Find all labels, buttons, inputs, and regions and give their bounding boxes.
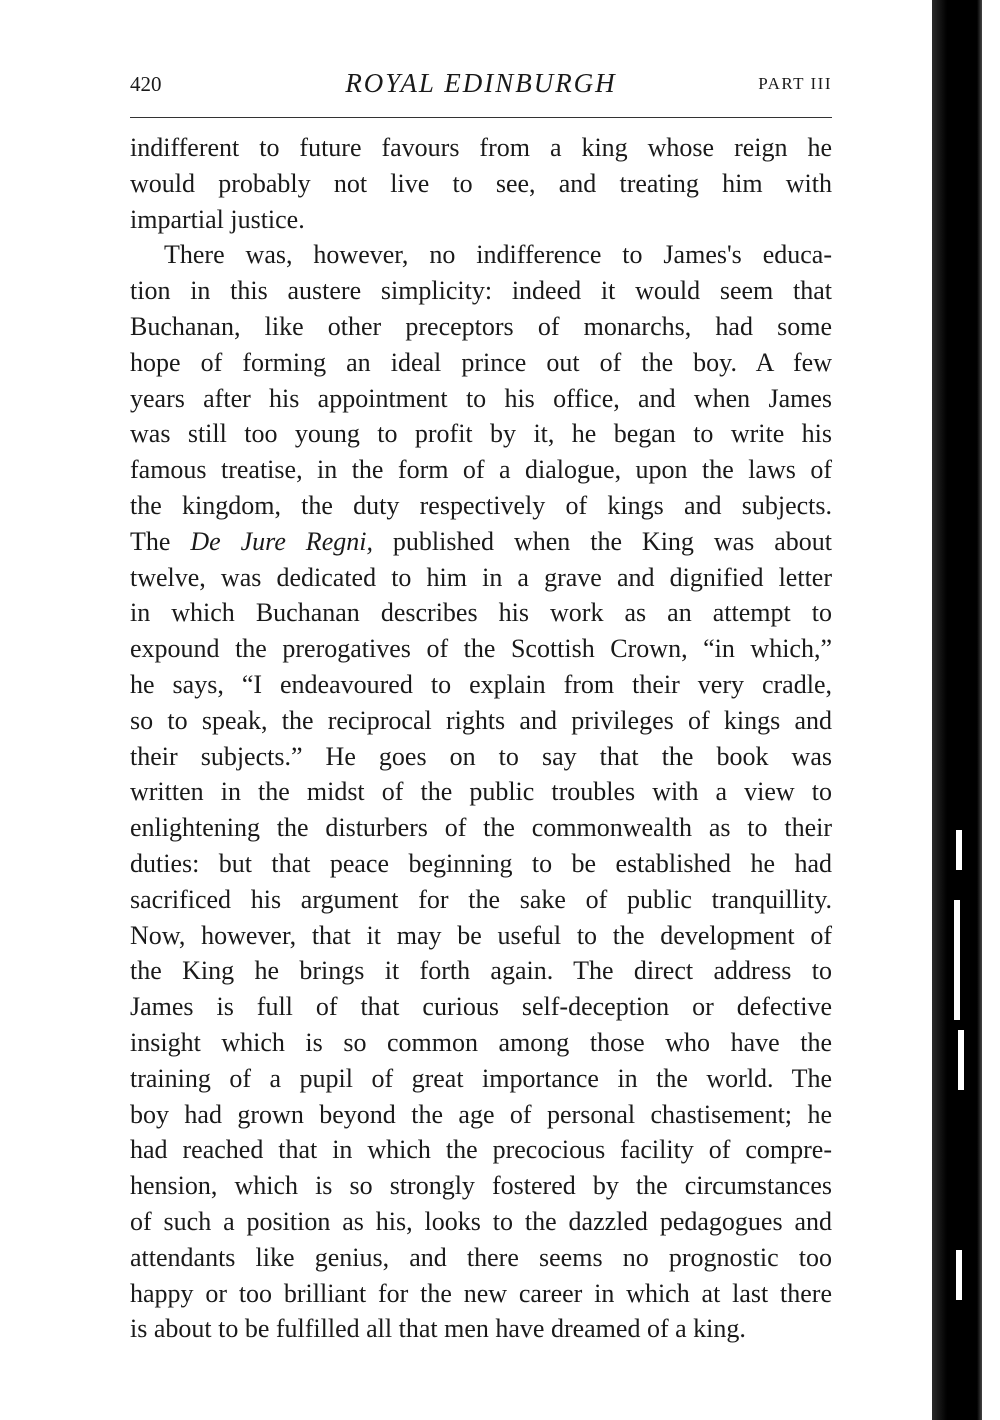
text-line: was still too young to profit by it, he began to write his [130, 419, 832, 449]
text-line: boy had grown beyond the age of personal chastisement; he [130, 1099, 832, 1129]
text-line-with-title [130, 524, 832, 560]
text-line: duties: but that peace beginning to be established he had [130, 848, 832, 878]
text-line: so to speak, the reciprocal rights and privileges of kings and [130, 705, 832, 735]
text-line: their subjects.” He goes on to say that the book was [130, 741, 832, 771]
text-line: happy or too brilliant for the new career in which at last there [130, 1278, 832, 1308]
text-line: famous treatise, in the form of a dialogue, upon the laws of [130, 455, 832, 485]
text-line: had reached that in which the precocious facility of compre- [130, 1135, 832, 1165]
text-line: enlightening the disturbers of the commonwealth as to their [130, 813, 832, 843]
text-line: is about to be fulfilled all that men have dreamed of a king. [130, 1314, 746, 1344]
line-suffix: published when the King was about [372, 526, 833, 556]
text-line: tion in this austere simplicity: indeed it would seem that [130, 276, 832, 306]
text-line: training of a pupil of great importance in the world. The [130, 1063, 832, 1093]
text-line: Now, however, that it may be useful to the development of [130, 920, 832, 950]
text-line: in which Buchanan describes his work as an attempt to [130, 598, 832, 628]
text-line: James is full of that curious self-deception or defective [130, 992, 832, 1022]
page-number: 420 [130, 72, 162, 96]
text-line: written in the midst of the public troubles with a view to [130, 777, 832, 807]
running-head [130, 68, 832, 100]
text-line: the kingdom, the duty respectively of kings and subjects. [130, 490, 832, 520]
part-label: PART III [758, 74, 832, 93]
text-line: years after his appointment to his office, and when James [130, 383, 832, 413]
text-line: sacrificed his argument for the sake of public tranquillity. [130, 884, 832, 914]
page-edge-shadow [932, 0, 982, 1420]
edge-notch [956, 830, 962, 870]
text-line: expound the prerogatives of the Scottish Crown, “in which,” [130, 634, 832, 664]
text-line: insight which is so common among those who have the [130, 1027, 832, 1057]
text-line: impartial justice. [130, 204, 305, 234]
text-line: indifferent to future favours from a king whose reign he [130, 133, 832, 162]
edge-notch [958, 1030, 964, 1090]
line-prefix: The [130, 526, 191, 556]
text-line: the King he brings it forth again. The direct address to [130, 956, 832, 986]
text-line: hope of forming an ideal prince out of the boy. A few [130, 347, 832, 377]
text-line: There was, however, no indifference to James's educa- [164, 240, 832, 270]
text-line: hension, which is so strongly fostered by the circumstances [130, 1171, 832, 1201]
text-line: Buchanan, like other preceptors of monarchs, had some [130, 311, 832, 341]
running-title: ROYAL EDINBURGH [345, 68, 617, 98]
edge-notch [954, 900, 960, 1020]
text-line: of such a position as his, looks to the dazzled pedagogues and [130, 1206, 832, 1236]
text-line: he says, “I endeavoured to explain from their very cradle, [130, 669, 832, 699]
edge-notch [956, 1250, 962, 1300]
body-text [130, 130, 832, 1347]
text-line: twelve, was dedicated to him in a grave and dignified letter [130, 562, 832, 592]
header-rule [130, 117, 832, 118]
treatise-title: De Jure Regni, [190, 526, 373, 556]
text-line: would probably not live to see, and treating him with [130, 168, 832, 198]
text-line: attendants like genius, and there seems no prognostic too [130, 1242, 832, 1272]
